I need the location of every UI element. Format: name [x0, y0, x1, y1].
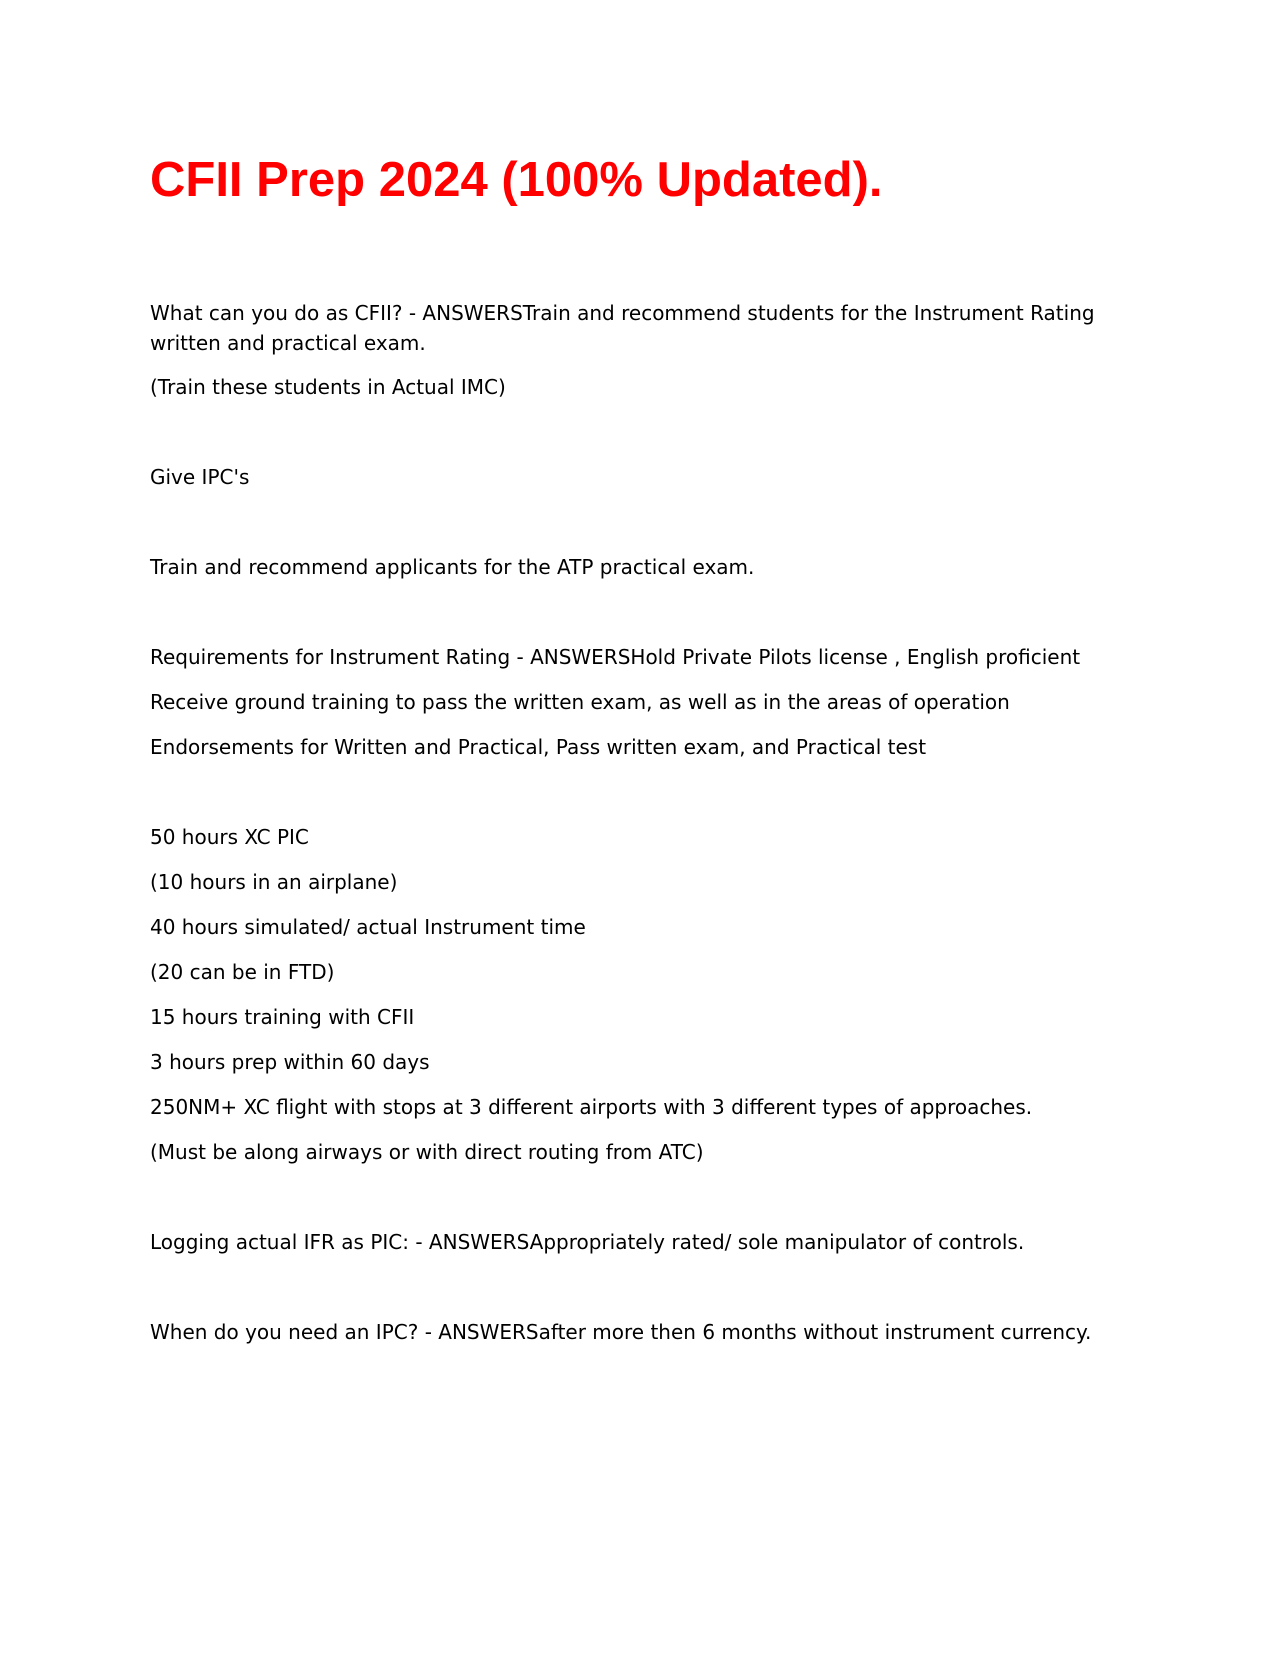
qa-cfii-privileges: What can you do as CFII? - ANSWERSTrain and recommend students for the Instrument Rating written and practical exam.	[150, 301, 1095, 355]
text-line: Give IPC's	[150, 465, 250, 489]
text-line: (Must be along airways or with direct routing from ATC)	[150, 1140, 704, 1164]
text-line: Receive ground training to pass the written exam, as well as in the areas of operation	[150, 690, 1010, 714]
text-line: Train and recommend applicants for the ATP practical exam.	[150, 555, 755, 579]
text-line: (Train these students in Actual IMC)	[150, 375, 506, 399]
text-line: 250NM+ XC flight with stops at 3 different airports with 3 different types of approaches.	[150, 1095, 1033, 1119]
document-title: CFII Prep 2024 (100% Updated).	[150, 153, 883, 207]
text-line: (10 hours in an airplane)	[150, 870, 398, 894]
qa-logging-actual-ifr: Logging actual IFR as PIC: - ANSWERSAppropriately rated/ sole manipulator of controls.	[150, 1230, 1025, 1254]
qa-ipc-need: When do you need an IPC? - ANSWERSafter more then 6 months without instrument currency.	[150, 1320, 1092, 1344]
text-line: (20 can be in FTD)	[150, 960, 335, 984]
text-line: 15 hours training with CFII	[150, 1005, 415, 1029]
qa-instrument-rating-requirements: Requirements for Instrument Rating - ANSWERSHold Private Pilots license , English proficient	[150, 645, 1081, 669]
text-line: 3 hours prep within 60 days	[150, 1050, 430, 1074]
text-line: 40 hours simulated/ actual Instrument time	[150, 915, 586, 939]
text-line: Endorsements for Written and Practical, Pass written exam, and Practical test	[150, 735, 927, 759]
text-line: 50 hours XC PIC	[150, 825, 309, 849]
